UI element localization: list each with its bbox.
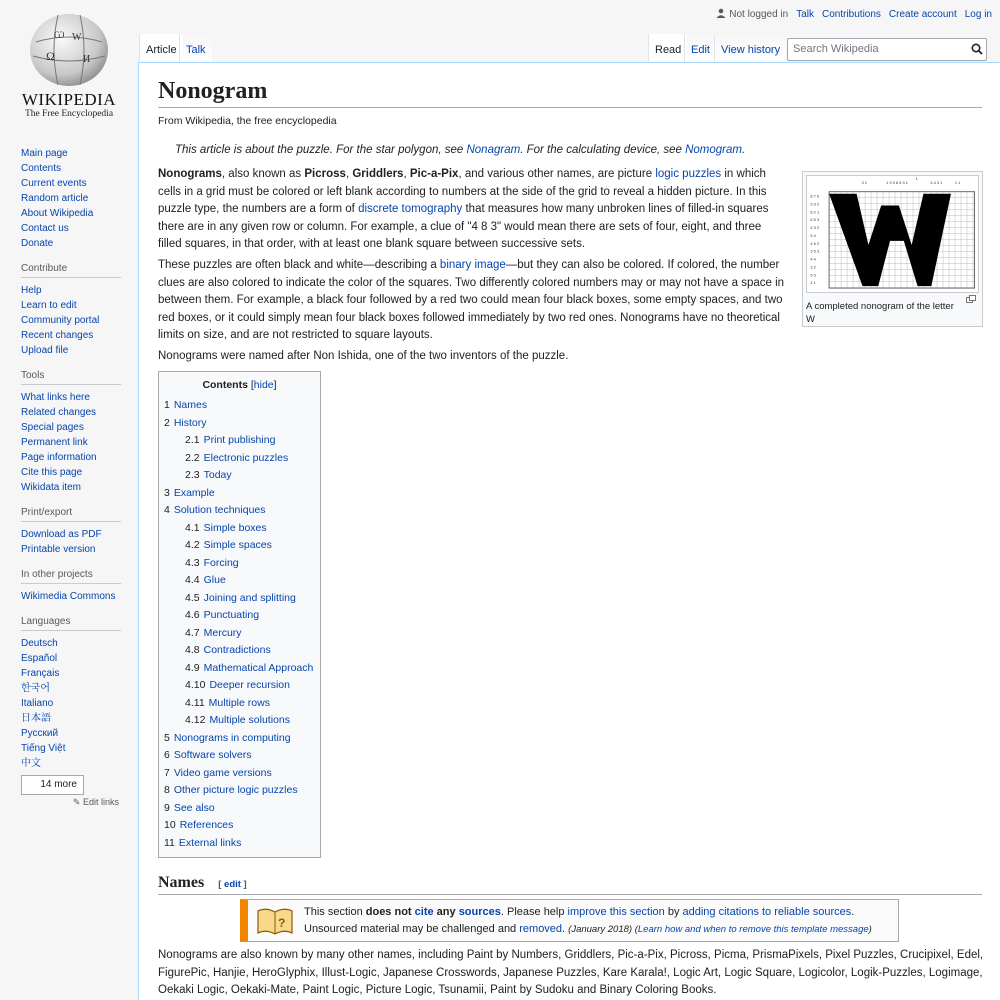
sidebar-item-help[interactable]: Help: [21, 285, 42, 296]
p1-text-3: ,: [403, 168, 410, 180]
toc-link[interactable]: Mercury: [203, 626, 242, 639]
p2-text-2: —but they can also be colored. If colored, the number clues are also colored to indicate the color of the squares. Two differently colored numbers may or may not have a space in between them. For example, a black four followed by a red two could mean four black boxes, some empty spaces, and two red boxes, or it could simply mean four black boxes followed immediately by two red ones. Nonograms have no theoretical limits on size, and are not restricted to square layouts.: [158, 259, 785, 341]
p2-text-1: These puzzles are often black and white—describing a: [158, 259, 440, 271]
p1-text-2: ,: [345, 168, 353, 180]
sidebar-item-learn-to-edit[interactable]: Learn to edit: [21, 300, 77, 311]
sidebar-item-community-portal[interactable]: Community portal: [21, 315, 100, 326]
toc-number: 4.9: [185, 661, 200, 674]
toc-number: 4.6: [185, 609, 200, 621]
intro-paragraph-1: [158, 166, 784, 254]
toc-number: 4.11: [185, 696, 205, 709]
toc-item[interactable]: [164, 800, 315, 818]
toc-item[interactable]: [164, 677, 315, 695]
search-input[interactable]: Search Wikipedia: [787, 38, 987, 61]
toc-item[interactable]: [164, 555, 315, 573]
p1-text-6: that measures how many unbroken lines of filled-in squares there are in any given row or column. For example, a clue of "4 8 3" would mean there are sets of four, eight, and three filled squares, in that order, with at least one blank square between successive sets.: [158, 203, 769, 250]
toc-number: 9: [164, 801, 170, 814]
unsourced-section-notice: [240, 899, 899, 942]
edit-links-label: Edit links: [82, 797, 119, 807]
toc-hide-toggle[interactable]: hide: [253, 379, 274, 391]
removed-link[interactable]: removed: [519, 923, 563, 935]
sources-link[interactable]: sources: [458, 906, 501, 918]
puzzle-globe-icon: [28, 12, 110, 88]
tab-article[interactable]: Article: [139, 34, 183, 62]
bold-pic-a-pix: Pic-a-Pix: [409, 168, 459, 180]
toc-link[interactable]: Software solvers: [173, 749, 252, 761]
toc-number: 6: [164, 749, 170, 761]
toc-link[interactable]: History: [173, 416, 207, 429]
toc-link[interactable]: Video game versions: [173, 766, 272, 779]
enlarge-icon[interactable]: [966, 295, 976, 303]
toc-link[interactable]: Joining and splitting: [203, 591, 296, 604]
discrete-tomography-link[interactable]: discrete tomography: [358, 203, 463, 215]
lang-link-japanese[interactable]: 日本語: [21, 713, 51, 724]
thumbnail-caption: A completed nonogram of the letter W: [806, 301, 954, 325]
print-export-heading: Print/export: [21, 507, 121, 522]
toc-number: 4.7: [185, 626, 200, 639]
bold-picross: Picross: [304, 168, 346, 180]
sidebar-item-cite-this-page[interactable]: Cite this page: [21, 467, 83, 478]
not-logged-in-label: Not logged in: [729, 9, 789, 20]
svg-text:8 2 1: 8 2 1: [810, 209, 820, 215]
adding-citations-link[interactable]: adding citations to reliable sources: [682, 906, 852, 918]
sidebar-item-wikidata-item[interactable]: Wikidata item: [21, 482, 82, 493]
contribute-portal: [21, 283, 131, 358]
sidebar-item-what-links-here[interactable]: What links here: [21, 392, 90, 403]
sidebar-item-contents[interactable]: Contents: [21, 163, 62, 174]
talk-link[interactable]: Talk: [796, 8, 814, 20]
lang-link-deutsch[interactable]: Deutsch: [21, 638, 58, 649]
bold-nonograms: Nonograms: [158, 168, 222, 180]
svg-text:W: W: [72, 32, 82, 43]
improve-section-link[interactable]: improve this section: [567, 906, 665, 918]
toc-number: 4.8: [185, 644, 200, 656]
svg-text:Ω: Ω: [46, 49, 55, 63]
toc-link[interactable]: References: [179, 819, 234, 831]
sidebar-item-printable-version[interactable]: Printable version: [21, 544, 96, 555]
toc-link[interactable]: Nonograms in computing: [173, 731, 291, 744]
languages-heading: Languages: [21, 616, 121, 631]
toc-item[interactable]: [164, 432, 315, 450]
svg-text:3 5 3: 3 5 3: [810, 248, 820, 254]
intro-paragraph-3: Nonograms were named after Non Ishida, one of the two inventors of the puzzle.: [158, 350, 569, 362]
toc-item[interactable]: [164, 485, 315, 503]
toc-link[interactable]: Punctuating: [203, 609, 260, 621]
svg-text:1: 1: [915, 175, 918, 181]
languages-portal: [21, 636, 131, 771]
hatnote-text-a: This article is about the puzzle. For the star polygon, see: [175, 144, 467, 156]
page-title: Nonogram: [158, 78, 982, 108]
lang-link-francais[interactable]: Français: [21, 668, 60, 679]
toc-item[interactable]: [164, 415, 315, 433]
toc-number: 5: [164, 731, 170, 744]
lang-link-russian[interactable]: Русский: [21, 728, 59, 739]
svg-text:3 2: 3 2: [810, 264, 816, 270]
toc-number: 4.12: [185, 714, 206, 726]
section-heading-names: [158, 874, 982, 895]
toc-hide-wrapper: [hide]: [250, 379, 277, 391]
search-icon[interactable]: [971, 43, 983, 55]
toc-link[interactable]: Electronic puzzles: [203, 451, 289, 464]
toc-item[interactable]: [164, 817, 315, 835]
cite-link[interactable]: cite: [414, 906, 434, 918]
sidebar-item-related-changes[interactable]: Related changes: [21, 407, 97, 418]
sidebar: [21, 146, 131, 808]
toc-item[interactable]: [164, 607, 315, 625]
ambox-bold-2: any: [433, 906, 459, 918]
logo-tagline: The Free Encyclopedia: [24, 109, 114, 119]
svg-text:?: ?: [278, 916, 286, 930]
contributions-link[interactable]: Contributions: [822, 8, 881, 20]
ambox-paren-close: ): [868, 924, 872, 935]
toc-item[interactable]: [164, 660, 315, 678]
toc-heading: Contents: [202, 379, 248, 391]
ambox-text-5: .: [562, 923, 569, 935]
open-book-question-icon: [256, 905, 294, 937]
toc-number: 2.1: [185, 434, 200, 446]
toc-number: 7: [164, 766, 170, 779]
toc-item[interactable]: [164, 747, 315, 765]
lang-link-chinese[interactable]: 中文: [21, 758, 41, 769]
sidebar-item-upload-file[interactable]: Upload file: [21, 345, 69, 356]
more-languages-button[interactable]: 14 more: [21, 775, 84, 795]
contribute-heading: Contribute: [21, 263, 121, 278]
toc-number: 4.10: [185, 679, 206, 691]
toc-item[interactable]: [164, 520, 315, 538]
binary-image-link[interactable]: binary image: [439, 259, 506, 271]
intro-paragraph-2: [158, 257, 788, 345]
toc-link[interactable]: Glue: [203, 574, 226, 586]
section-edit: [ edit ]: [218, 879, 247, 890]
nonogram-w-image[interactable]: [806, 175, 979, 293]
toc-item[interactable]: [164, 730, 315, 748]
toc-number: 8: [164, 784, 170, 796]
toc-item[interactable]: [164, 450, 315, 468]
svg-text:Ѡ: Ѡ: [54, 30, 65, 40]
toc-link[interactable]: External links: [178, 836, 242, 849]
svg-text:2 1: 2 1: [810, 280, 816, 286]
toc-number: 4.1: [185, 521, 200, 534]
svg-text:6 5 3: 6 5 3: [810, 217, 820, 223]
ambox-text-4: . Unsourced material may be challenged and: [304, 906, 855, 935]
sidebar-item-download-pdf[interactable]: Download as PDF: [21, 529, 102, 540]
svg-text:4 4 3 1: 4 4 3 1: [930, 179, 943, 185]
svg-text:И: И: [83, 54, 91, 65]
toc-link[interactable]: Solution techniques: [173, 504, 266, 516]
toc-link[interactable]: Multiple rows: [208, 696, 270, 709]
toc-number: 4.5: [185, 591, 200, 604]
site-sub: From Wikipedia, the free encyclopedia: [158, 115, 337, 127]
logic-puzzles-link[interactable]: logic puzzles: [655, 168, 722, 180]
toc-link[interactable]: Multiple solutions: [209, 714, 290, 726]
sidebar-item-main-page[interactable]: Main page: [21, 148, 68, 159]
ambox-text-2: . Please help: [500, 906, 568, 918]
ambox-text-1: This section: [304, 906, 366, 918]
toc-number: 2.3: [185, 469, 200, 481]
toc-link[interactable]: Other picture logic puzzles: [173, 784, 298, 796]
nonagram-link[interactable]: Nonagram: [466, 144, 521, 156]
bold-griddlers: Griddlers: [352, 168, 404, 180]
toc-item[interactable]: [164, 712, 315, 730]
toc-number: 10: [164, 819, 176, 831]
toc-number: 4: [164, 504, 170, 516]
sidebar-item-donate[interactable]: Donate: [21, 238, 54, 249]
svg-text:8 7 5: 8 7 5: [810, 193, 820, 199]
hatnote: [175, 144, 745, 156]
create-account-link[interactable]: Create account: [888, 8, 957, 20]
ambox-text-3: by: [664, 906, 683, 918]
tab-view-history[interactable]: View history: [714, 34, 786, 62]
tab-read[interactable]: Read: [648, 34, 687, 62]
toc-link[interactable]: Deeper recursion: [209, 679, 290, 691]
tools-heading: Tools: [21, 370, 121, 385]
toc-number: 3: [164, 486, 170, 499]
toc-number: 4.2: [185, 539, 200, 551]
toc-item[interactable]: [164, 397, 315, 415]
nomogram-link[interactable]: Nomogram: [685, 144, 742, 156]
sidebar-item-about-wikipedia[interactable]: About Wikipedia: [21, 208, 94, 219]
ambox-date: (January 2018): [568, 924, 633, 935]
toc-number: 4.4: [185, 574, 200, 586]
toc-link[interactable]: Simple boxes: [203, 521, 267, 534]
svg-text:4 4: 4 4: [810, 256, 816, 262]
toc-item[interactable]: [164, 642, 315, 660]
content: [138, 62, 1000, 1000]
toc-link[interactable]: Simple spaces: [203, 539, 272, 551]
remove-template-link[interactable]: Learn how and when to remove this template message: [637, 924, 869, 935]
lang-link-vietnamese[interactable]: Tiếng Việt: [21, 743, 66, 754]
toc-link[interactable]: Forcing: [203, 556, 239, 569]
sidebar-item-permanent-link[interactable]: Permanent link: [21, 437, 88, 448]
toc-title: [164, 379, 315, 391]
toc-number: 11: [164, 836, 175, 849]
toc-number: 1: [164, 399, 170, 411]
table-of-contents: [158, 371, 321, 858]
toc-item[interactable]: [164, 765, 315, 783]
hatnote-text-c: .: [742, 144, 746, 156]
toc-link[interactable]: Names: [173, 399, 208, 411]
p1-text-1: , also known as: [221, 168, 305, 180]
toc-item[interactable]: [164, 502, 315, 520]
p1-text-4: , and various other names, are picture: [458, 168, 656, 180]
svg-text:1 3 9 8 6 3 1: 1 3 9 8 6 3 1: [886, 179, 908, 185]
toc-number: 2.2: [185, 451, 200, 464]
toc-list: [164, 397, 315, 852]
toc-link[interactable]: Example: [173, 486, 215, 499]
user-icon: [716, 8, 726, 18]
svg-text:4 3 2: 4 3 2: [810, 225, 820, 231]
toc-item[interactable]: [164, 537, 315, 555]
toc-item[interactable]: [164, 590, 315, 608]
ambox-paren-open: (: [632, 924, 638, 935]
ambox-bold-1: does not: [365, 906, 415, 918]
navigation-portal: [21, 146, 131, 251]
svg-text:1 1: 1 1: [954, 179, 961, 185]
lang-link-espanol[interactable]: Español: [21, 653, 58, 664]
p1-text-5: in which cells in a grid must be colored or left blank according to numbers at the side of the grid to reveal a hidden picture. In this puzzle type, the numbers are a form of: [158, 168, 767, 215]
svg-text:3 1: 3 1: [861, 179, 867, 185]
sidebar-item-wikimedia-commons[interactable]: Wikimedia Commons: [21, 591, 116, 602]
print-portal: [21, 527, 131, 557]
toc-item[interactable]: [164, 467, 315, 485]
tab-talk[interactable]: Talk: [179, 34, 212, 62]
log-in-link[interactable]: Log in: [964, 8, 992, 20]
lang-link-italiano[interactable]: Italiano: [21, 698, 54, 709]
pencil-icon: ✎: [72, 797, 81, 807]
sidebar-item-contact-us[interactable]: Contact us: [21, 223, 69, 234]
sidebar-item-recent-changes[interactable]: Recent changes: [21, 330, 94, 341]
svg-text:5 4: 5 4: [810, 232, 816, 238]
toc-link[interactable]: Print publishing: [203, 434, 276, 446]
toc-number: 2: [164, 416, 170, 429]
tab-edit[interactable]: Edit: [684, 34, 716, 62]
personal-tools: [716, 8, 992, 20]
section-edit-link[interactable]: edit: [224, 879, 241, 890]
svg-text:4 6 2: 4 6 2: [810, 240, 820, 246]
toc-item[interactable]: [164, 625, 315, 643]
toc-link[interactable]: Today: [203, 469, 232, 481]
toc-link[interactable]: See also: [173, 801, 215, 814]
names-paragraph: Nonograms are also known by many other names, including Paint by Numbers, Griddlers, Pic-a-Pix, Picross, Picma, PrismaPixels, Pixel Puzzles, Crucipixel, Edel, FigurePic, Hanjie, HeroGlyphix, Illust-Logic, Japanese Crosswords, Japanese Puzzles, Kare Karala!, Logic Art, Logic Square, Logicolor, Logik-Puzzles, Logimage, Oekaki Logic, Oekaki-Mate, Paint Logic, Picture Logic, Tsunamii, Paint by Sudoku and Binary Coloring Books.: [158, 949, 984, 996]
not-logged-in: [716, 8, 788, 20]
edit-links[interactable]: [21, 797, 119, 808]
toc-link[interactable]: Contradictions: [203, 644, 271, 656]
thumbnail: [802, 171, 983, 327]
logo-wordmark: WIKIPEDIA: [21, 90, 117, 109]
sidebar-item-current-events[interactable]: Current events: [21, 178, 87, 189]
wikipedia-logo[interactable]: [0, 0, 138, 140]
toc-item[interactable]: [164, 782, 315, 800]
sidebar-item-random-article[interactable]: Random article: [21, 193, 89, 204]
svg-text:5 3: 5 3: [810, 272, 816, 278]
section-title: Names: [158, 874, 205, 891]
toc-item[interactable]: [164, 572, 315, 590]
tools-portal: [21, 390, 131, 495]
other-projects-heading: In other projects: [21, 569, 121, 584]
toc-number: 4.3: [185, 556, 200, 569]
toc-link[interactable]: Mathematical Approach: [203, 661, 314, 674]
lang-link-korean[interactable]: 한국어: [21, 683, 50, 694]
svg-text:9 3 2: 9 3 2: [810, 201, 820, 207]
toc-item[interactable]: [164, 835, 315, 853]
hatnote-text-b: . For the calculating device, see: [520, 144, 686, 156]
toc-item[interactable]: [164, 695, 315, 713]
sidebar-item-special-pages[interactable]: Special pages: [21, 422, 84, 433]
sidebar-item-page-information[interactable]: Page information: [21, 452, 97, 463]
other-projects-portal: [21, 589, 131, 604]
